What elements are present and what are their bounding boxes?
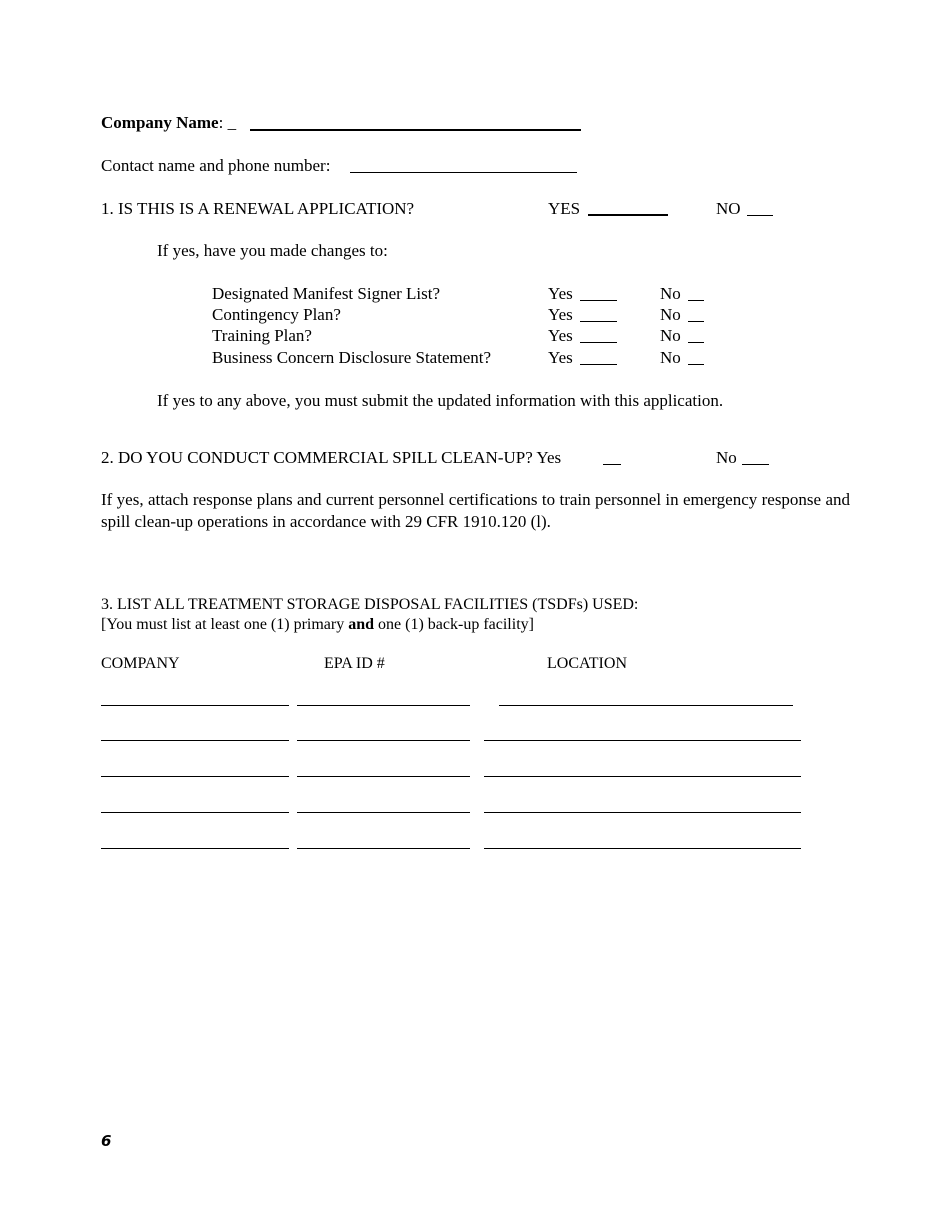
company-name-suffix: : _	[218, 113, 237, 132]
q1-followup: If yes, have you made changes to:	[157, 241, 388, 260]
q1-yes-field[interactable]	[588, 214, 668, 216]
q2-yes-field[interactable]	[603, 464, 621, 465]
tsdf-location-field[interactable]	[484, 740, 801, 741]
q1-item-label: Designated Manifest Signer List?	[212, 284, 441, 303]
q1-item-yes-field[interactable]	[580, 321, 617, 322]
company-name-row	[101, 113, 236, 133]
q1-item-yes-field[interactable]	[580, 364, 617, 365]
contact-field[interactable]	[350, 172, 577, 173]
q1-item-no: No	[660, 284, 681, 303]
tsdf-company-field[interactable]	[101, 812, 289, 813]
tsdf-epa-id-field[interactable]	[297, 812, 470, 813]
tsdf-epa-id-field[interactable]	[297, 705, 470, 706]
q1-item-label: Training Plan?	[212, 326, 312, 345]
q1-item-label: Business Concern Disclosure Statement?	[212, 348, 492, 367]
q1-item-no-field[interactable]	[688, 321, 704, 322]
tsdf-company-field[interactable]	[101, 776, 289, 777]
q1-item-no-field[interactable]	[688, 300, 704, 301]
tsdf-location-field[interactable]	[499, 705, 793, 706]
q2-note: If yes, attach response plans and current personnel certifications to train personnel in emergency response and spill clean-up operations in accordance with 29 CFR 1910.120 (l).	[101, 490, 850, 531]
q1-yes-label: YES	[548, 199, 581, 218]
q1-item-no-field[interactable]	[688, 342, 704, 343]
column-header-location: LOCATION	[547, 655, 627, 672]
q2-no-label: No	[716, 448, 737, 467]
q1-item-yes-field[interactable]	[580, 342, 617, 343]
column-header-epa-id: EPA ID #	[324, 655, 385, 672]
q1-item-no: No	[660, 326, 681, 345]
q1-item-no: No	[660, 305, 681, 324]
q1-item-yes-field[interactable]	[580, 300, 617, 301]
q1-question: 1. IS THIS IS A RENEWAL APPLICATION?	[101, 199, 415, 218]
contact-label: Contact name and phone number:	[101, 156, 331, 175]
company-name-label: Company Name	[101, 113, 219, 132]
column-header-company: COMPANY	[101, 655, 180, 672]
tsdf-company-field[interactable]	[101, 740, 289, 741]
q3-instruction-bold: and	[348, 616, 375, 633]
q1-item-label: Contingency Plan?	[212, 305, 341, 324]
q1-item-yes: Yes	[548, 284, 573, 303]
q1-item-no-field[interactable]	[688, 364, 704, 365]
tsdf-company-field[interactable]	[101, 848, 289, 849]
q1-no-field[interactable]	[747, 215, 773, 216]
q3-instruction-pre: [You must list at least one (1) primary	[101, 616, 349, 633]
q1-item-no: No	[660, 348, 681, 367]
tsdf-epa-id-field[interactable]	[297, 740, 470, 741]
page-number: 6	[101, 1132, 112, 1150]
tsdf-company-field[interactable]	[101, 705, 289, 706]
q1-no-label: NO	[716, 199, 741, 218]
tsdf-epa-id-field[interactable]	[297, 776, 470, 777]
q3-question: 3. LIST ALL TREATMENT STORAGE DISPOSAL FACILITIES (TSDFs) USED:	[101, 596, 639, 613]
q1-item-yes: Yes	[548, 305, 573, 324]
tsdf-location-field[interactable]	[484, 812, 801, 813]
q1-item-yes: Yes	[548, 326, 573, 345]
tsdf-location-field[interactable]	[484, 776, 801, 777]
q3-instruction	[101, 615, 534, 635]
q2-question: 2. DO YOU CONDUCT COMMERCIAL SPILL CLEAN-UP? Yes	[101, 448, 562, 467]
tsdf-location-field[interactable]	[484, 848, 801, 849]
q3-instruction-post: one (1) back-up facility]	[374, 616, 534, 633]
q1-item-yes: Yes	[548, 348, 573, 367]
company-name-field[interactable]	[250, 129, 581, 131]
q2-no-field[interactable]	[742, 464, 769, 465]
q1-note: If yes to any above, you must submit the updated information with this application.	[157, 391, 724, 410]
tsdf-epa-id-field[interactable]	[297, 848, 470, 849]
